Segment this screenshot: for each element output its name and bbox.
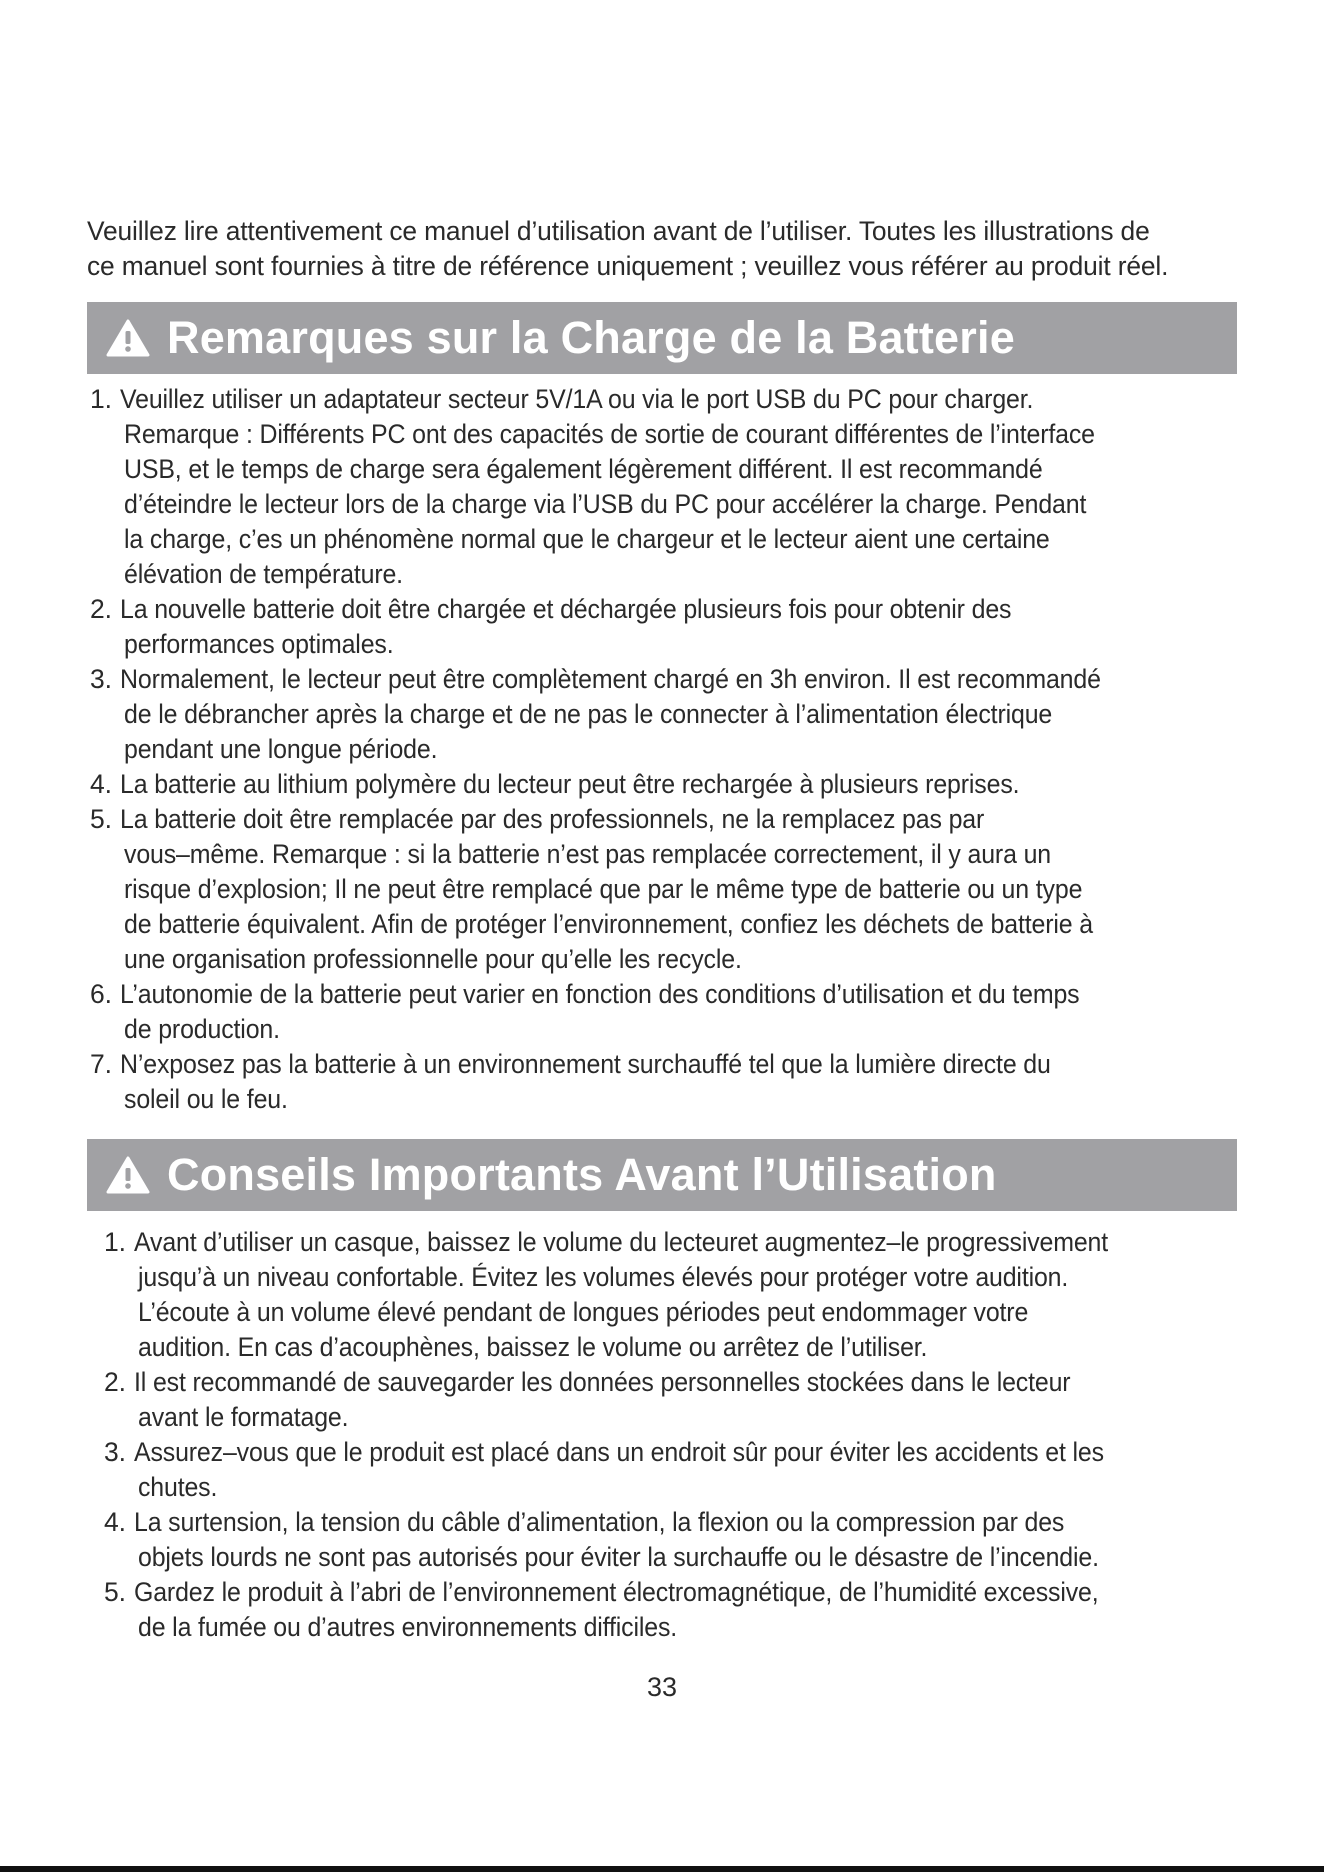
- item-line: de le débrancher après la charge et de ne pas le connecter à l’alimentation électrique: [124, 699, 1053, 729]
- list-item: [0, 767, 1324, 802]
- item-line: risque d’explosion; Il ne peut être remplacé que par le même type de batterie ou un type: [124, 874, 1083, 904]
- list-item: [0, 382, 1324, 592]
- item-line: Assurez–vous que le produit est placé dans un endroit sûr pour éviter les accidents et les: [134, 1437, 1104, 1467]
- item-line: une organisation professionnelle pour qu’elle les recycle.: [124, 944, 742, 974]
- section-header-important-advice: [87, 1139, 1237, 1211]
- warning-triangle-icon: [106, 318, 150, 358]
- section-title: Remarques sur la Charge de la Batterie: [167, 312, 1015, 363]
- item-line: USB, et le temps de charge sera également légèrement différent. Il est recommandé: [124, 454, 1043, 484]
- item-number: 4.: [104, 1507, 126, 1537]
- item-number: 2.: [104, 1367, 126, 1397]
- item-number: 5.: [90, 804, 112, 834]
- item-line: L’écoute à un volume élevé pendant de longues périodes peut endommager votre: [138, 1297, 1029, 1327]
- item-line: pendant une longue période.: [124, 734, 438, 764]
- item-line: N’exposez pas la batterie à un environnement surchauffé tel que la lumière directe du: [120, 1049, 1051, 1079]
- list-item: [0, 1575, 1324, 1645]
- item-line: avant le formatage.: [138, 1402, 349, 1432]
- item-number: 1.: [104, 1227, 126, 1257]
- list-item: [0, 1047, 1324, 1117]
- item-line: performances optimales.: [124, 629, 394, 659]
- item-line: Veuillez utiliser un adaptateur secteur 5V/1A ou via le port USB du PC pour charger.: [120, 384, 1034, 414]
- intro-paragraph: [87, 214, 1257, 284]
- item-line: Normalement, le lecteur peut être complètement chargé en 3h environ. Il est recommandé: [120, 664, 1101, 694]
- list-item: [0, 662, 1324, 767]
- intro-line: Veuillez lire attentivement ce manuel d’utilisation avant de l’utiliser. Toutes les illustrations de: [87, 216, 1150, 246]
- list-item: [0, 802, 1324, 977]
- item-number: 6.: [90, 979, 112, 1009]
- item-line: chutes.: [138, 1472, 218, 1502]
- item-line: soleil ou le feu.: [124, 1084, 288, 1114]
- item-number: 5.: [104, 1577, 126, 1607]
- item-number: 4.: [90, 769, 112, 799]
- section-title: Conseils Importants Avant l’Utilisation: [167, 1149, 997, 1200]
- item-line: La batterie au lithium polymère du lecteur peut être rechargée à plusieurs reprises.: [120, 769, 1020, 799]
- item-number: 2.: [90, 594, 112, 624]
- item-line: Remarque : Différents PC ont des capacités de sortie de courant différentes de l’interface: [124, 419, 1095, 449]
- warning-triangle-icon: [106, 1155, 150, 1195]
- item-line: de la fumée ou d’autres environnements difficiles.: [138, 1612, 678, 1642]
- item-line: de production.: [124, 1014, 280, 1044]
- list-item: [0, 1225, 1324, 1365]
- list-item: [0, 1435, 1324, 1505]
- list-item: [0, 1505, 1324, 1575]
- section-header-battery-charging: [87, 302, 1237, 374]
- intro-line: ce manuel sont fournies à titre de référence uniquement ; veuillez vous référer au produit réel.: [87, 251, 1169, 281]
- item-line: Avant d’utiliser un casque, baissez le volume du lecteuret augmentez–le progressivement: [134, 1227, 1109, 1257]
- item-line: audition. En cas d’acouphènes, baissez le volume ou arrêtez de l’utiliser.: [138, 1332, 928, 1362]
- item-line: de batterie équivalent. Afin de protéger l’environnement, confiez les déchets de batterie à: [124, 909, 1093, 939]
- item-line: La nouvelle batterie doit être chargée et déchargée plusieurs fois pour obtenir des: [120, 594, 1012, 624]
- item-line: la charge, c’es un phénomène normal que le chargeur et le lecteur aient une certaine: [124, 524, 1050, 554]
- item-line: d’éteindre le lecteur lors de la charge via l’USB du PC pour accélérer la charge. Pendant: [124, 489, 1087, 519]
- item-number: 3.: [90, 664, 112, 694]
- item-line: Il est recommandé de sauvegarder les données personnelles stockées dans le lecteur: [134, 1367, 1071, 1397]
- page-number: 33: [646, 1672, 678, 1702]
- item-line: jusqu’à un niveau confortable. Évitez les volumes élevés pour protéger votre audition.: [138, 1262, 1069, 1292]
- list-item: [0, 1365, 1324, 1435]
- battery-notes-list: [0, 382, 1324, 1117]
- list-item: [0, 592, 1324, 662]
- item-line: La batterie doit être remplacée par des professionnels, ne la remplacez pas par: [120, 804, 985, 834]
- bottom-edge: [0, 1866, 1324, 1872]
- item-number: 3.: [104, 1437, 126, 1467]
- item-line: élévation de température.: [124, 559, 403, 589]
- item-line: La surtension, la tension du câble d’alimentation, la flexion ou la compression par des: [134, 1507, 1065, 1537]
- usage-advice-list: [0, 1225, 1324, 1645]
- list-item: [0, 977, 1324, 1047]
- item-line: Gardez le produit à l’abri de l’environnement électromagnétique, de l’humidité excessive,: [134, 1577, 1099, 1607]
- item-line: objets lourds ne sont pas autorisés pour éviter la surchauffe ou le désastre de l’incendie.: [138, 1542, 1099, 1572]
- item-line: L’autonomie de la batterie peut varier en fonction des conditions d’utilisation et du temps: [120, 979, 1080, 1009]
- item-number: 7.: [90, 1049, 112, 1079]
- item-line: vous–même. Remarque : si la batterie n’est pas remplacée correctement, il y aura un: [124, 839, 1052, 869]
- item-number: 1.: [90, 384, 112, 414]
